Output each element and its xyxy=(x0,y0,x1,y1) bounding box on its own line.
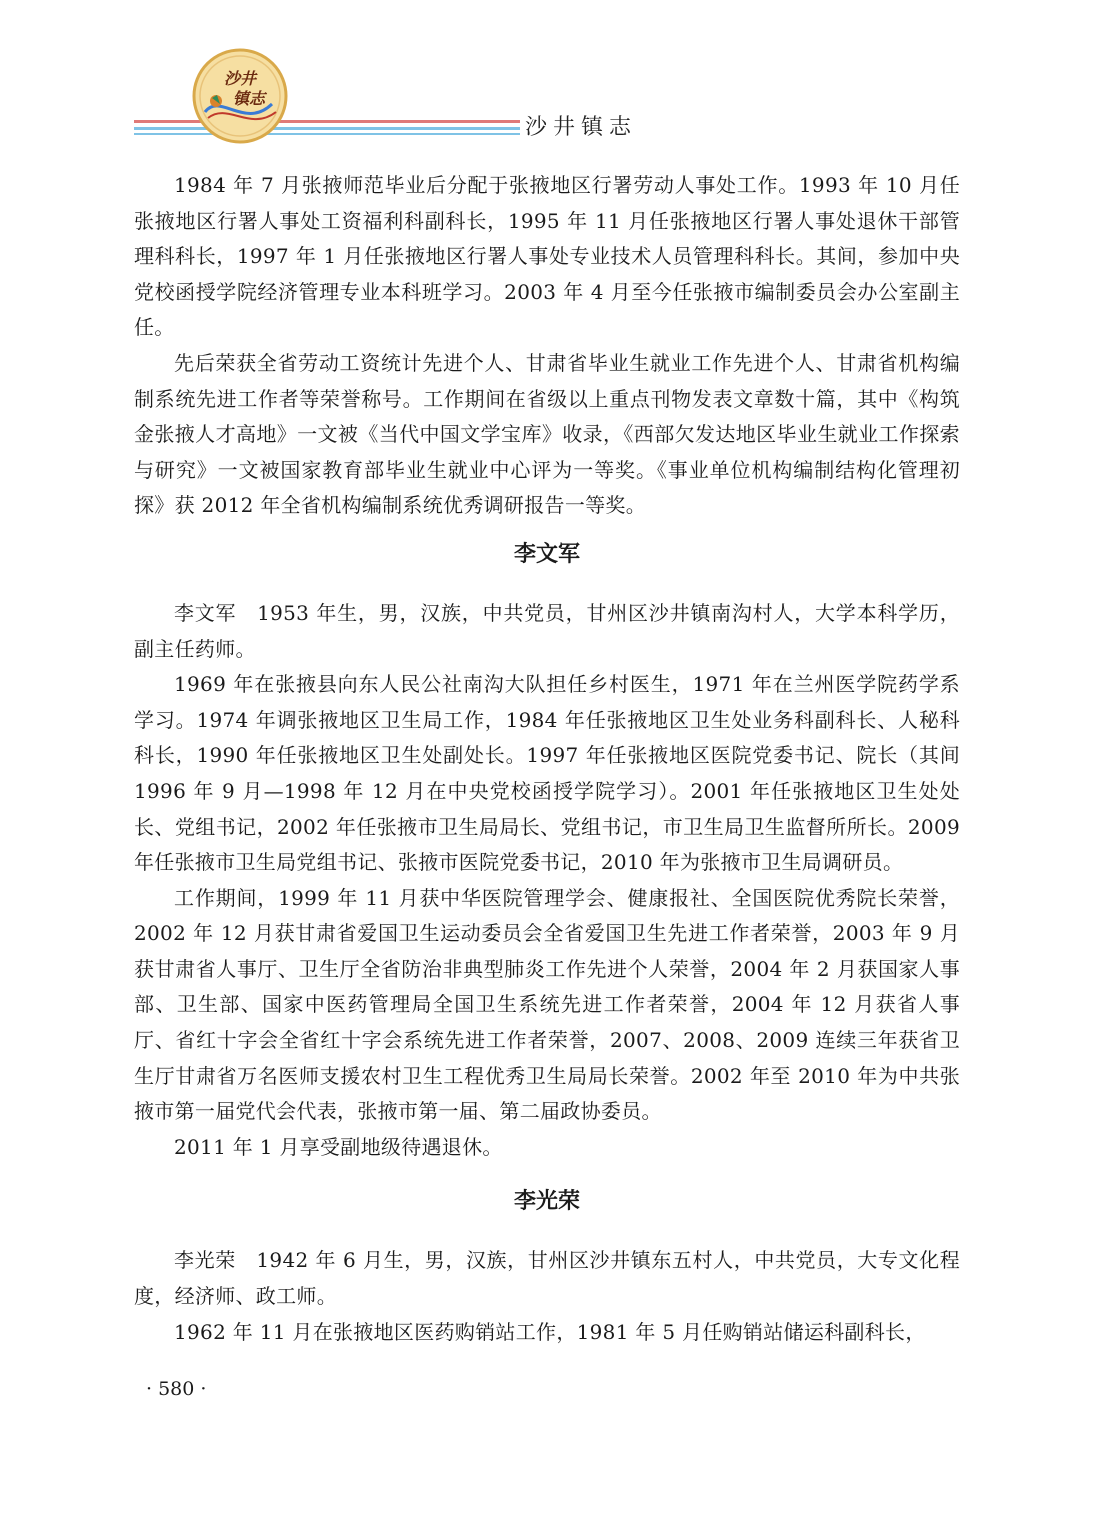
paragraph: 先后荣获全省劳动工资统计先进个人、甘肃省毕业生就业工作先进个人、甘肃省机构编制系统先进工作者等荣誉称号。工作期间在省级以上重点刊物发表文章数十篇，其中《构筑金张掖人才高地》一文被《当代中国文学宝库》收录，《西部欠发达地区毕业生就业工作探索与研究》一文被国家教育部毕业生就业中心评为一等奖。《事业单位机构编制结构化管理初探》获 2012 年全省机构编制系统优秀调研报告一等奖。 xyxy=(134,350,960,518)
header-rule-red xyxy=(134,120,520,123)
page-number: · 580 · xyxy=(146,1378,207,1400)
book-title: 沙井镇志 xyxy=(525,115,638,140)
header-rule-blue-2 xyxy=(134,133,520,135)
paragraph: 工作期间，1999 年 11 月获中华医院管理学会、健康报社、全国医院优秀院长荣誉，2002 年 12 月获甘肃省爱国卫生运动委员会全省爱国卫生先进工作者荣誉，2003 年 9 月获甘肃省人事厅、卫生厅全省防治非典型肺炎工作先进个人荣誉，2004 年 2 月获国家人事部、卫生部、国家中医药管理局全国卫生系统先进工作者荣誉，2004 年 12 月获省人事厅、省红十字会全省红十字会系统先进工作者荣誉，2007、2008、2009 连续三年获省卫生厅甘肃省万名医师支援农村卫生工程优秀卫生局局长荣誉。2002 年至 2010 年为中共张掖市第一届党代会代表，张掖市第一届、第二届政协委员。 xyxy=(134,885,960,1124)
seal-text-line1: 沙井 xyxy=(224,69,257,88)
paragraph: 1969 年在张掖县向东人民公社南沟大队担任乡村医生，1971 年在兰州医学院药学系学习。1974 年调张掖地区卫生局工作，1984 年任张掖地区卫生处业务科副科长、人秘科科长，1990 年任张掖地区卫生处副处长。1997 年任张掖地区医院党委书记、院长（其间 1996 年 9 月—1998 年 12 月在中央党校函授学院学习）。2001 年任张掖地区卫生处处长、党组书记，2002 年任张掖市卫生局局长、党组书记，市卫生局卫生监督所所长。2009 年任张掖市卫生局党组书记、张掖市医院党委书记，2010 年为张掖市卫生局调研员。 xyxy=(134,672,960,875)
header-rule-blue xyxy=(134,127,520,130)
paragraph: 1984 年 7 月张掖师范毕业后分配于张掖地区行署劳动人事处工作。1993 年 10 月任张掖地区行署人事处工资福利科副科长，1995 年 11 月任张掖地区行署人事处退休干部管理科科长，1997 年 1 月任张掖地区行署人事处专业技术人员管理科科长。其间，参加中央党校函授学院经济管理专业本科班学习。2003 年 4 月至今任张掖市编制委员会办公室副主任。 xyxy=(134,173,960,340)
section-title-li-wenjun: 李文军 xyxy=(513,541,580,567)
paragraph: 2011 年 1 月享受副地级待遇退休。 xyxy=(174,1134,503,1159)
paragraph: 1962 年 11 月在张掖地区医药购销站工作，1981 年 5 月任购销站储运科副科长， xyxy=(174,1319,926,1344)
page-body xyxy=(134,168,960,1350)
section-title-li-guangrong: 李光荣 xyxy=(513,1189,580,1215)
paragraph: 李文军 1953 年生，男，汉族，中共党员，甘州区沙井镇南沟村人，大学本科学历，副主任药师。 xyxy=(134,600,960,661)
paragraph: 李光荣 1942 年 6 月生，男，汉族，甘州区沙井镇东五村人，中共党员，大专文化程度，经济师、政工师。 xyxy=(134,1248,960,1309)
seal-text-line2: 镇志 xyxy=(233,89,266,108)
page-header xyxy=(0,0,1093,150)
